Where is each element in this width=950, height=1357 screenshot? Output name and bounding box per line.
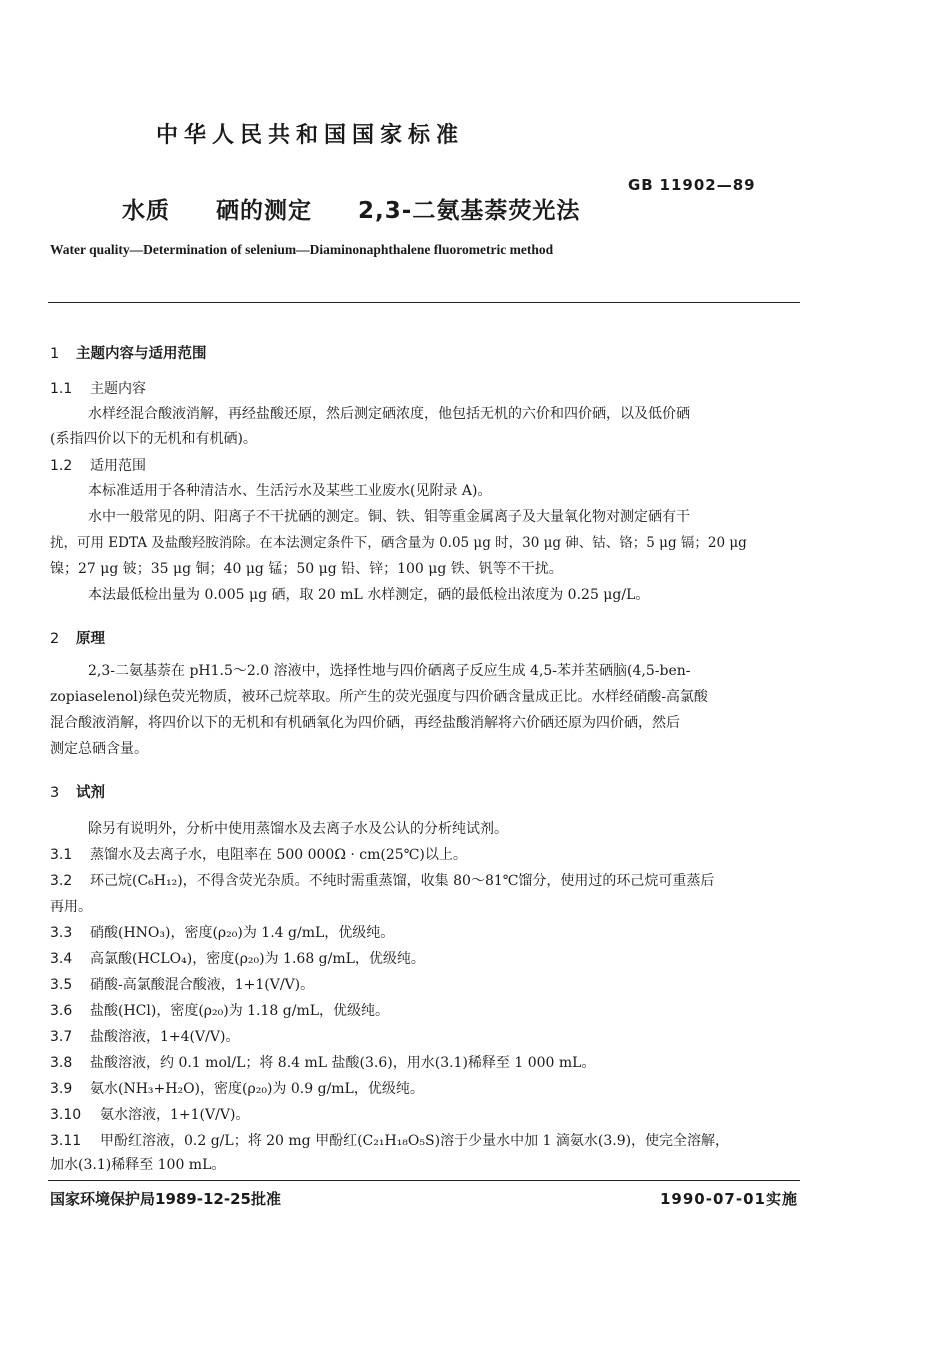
document-title-english: Water quality—Determination of selenium—Diaminonaphthalene fluorometric method bbox=[50, 242, 554, 257]
item-text: 硝酸-高氯酸混合酸液，1+1(V/V)。 bbox=[90, 977, 315, 993]
paragraph-line: 镍；27 μg 铍；35 μg 铜；40 μg 锰；50 μg 铅、锌；100 μg 铁、钒等不干扰。 bbox=[50, 561, 563, 577]
approval-date: 国家环境保护局1989-12-25批准 bbox=[50, 1190, 281, 1208]
list-item bbox=[50, 1132, 729, 1150]
item-text: 环己烷(C₆H₁₂)，不得含荧光杂质。不纯时需重蒸馏，收集 80～81℃馏分，使用过的环己烷可重蒸后 bbox=[90, 873, 715, 889]
paragraph-line: zopiaselenol)绿色荧光物质，被环己烷萃取。所产生的荧光强度与四价硒含量成正比。水样经硝酸-高氯酸 bbox=[50, 689, 708, 705]
subsection-1-2-heading bbox=[50, 457, 146, 475]
list-item bbox=[50, 1054, 595, 1072]
document-title: 水质 硒的测定 2,3-二氨基萘荧光法 bbox=[122, 198, 581, 224]
item-number: 3.1 bbox=[50, 847, 73, 863]
item-number: 3.11 bbox=[50, 1133, 82, 1149]
item-number: 3.6 bbox=[50, 1003, 73, 1019]
section-number: 2 bbox=[50, 631, 60, 647]
section-number: 1 bbox=[50, 346, 60, 362]
paragraph-line: (系指四价以下的无机和有机硒)。 bbox=[50, 431, 257, 447]
item-number: 3.8 bbox=[50, 1055, 73, 1071]
item-number: 3.2 bbox=[50, 873, 73, 889]
paragraph-line: 2,3-二氨基萘在 pH1.5～2.0 溶液中，选择性地与四价硒离子反应生成 4,5-苯并苤硒脑(4,5-ben- bbox=[88, 663, 691, 679]
item-text: 盐酸溶液，约 0.1 mol/L；将 8.4 mL 盐酸(3.6)，用水(3.1)稀释至 1 000 mL。 bbox=[90, 1055, 596, 1071]
gb-prefix: GB bbox=[628, 176, 654, 194]
item-text: 氨水溶液，1+1(V/V)。 bbox=[100, 1107, 250, 1123]
standard-number bbox=[628, 176, 756, 194]
subsection-title: 主题内容 bbox=[90, 381, 146, 397]
item-text: 蒸馏水及去离子水，电阻率在 500 000Ω · cm(25℃)以上。 bbox=[90, 847, 467, 863]
list-item bbox=[50, 1106, 249, 1124]
item-text: 氨水(NH₃+H₂O)，密度(ρ₂₀)为 0.9 g/mL，优级纯。 bbox=[90, 1081, 424, 1097]
paragraph-line: 扰，可用 EDTA 及盐酸羟胺消除。在本法测定条件下，硒含量为 0.05 μg 时，30 μg 砷、钴、铬；5 μg 镉；20 μg bbox=[50, 535, 747, 551]
list-item bbox=[50, 1002, 389, 1020]
paragraph-line: 本法最低检出量为 0.005 μg 硒，取 20 mL 水样测定，硒的最低检出浓度为 0.25 μg/L。 bbox=[88, 587, 650, 603]
subsection-title: 适用范围 bbox=[90, 458, 146, 474]
paragraph-line: 本标准适用于各种清洁水、生活污水及某些工业废水(见附录 A)。 bbox=[88, 483, 492, 499]
section-1-heading bbox=[50, 342, 207, 363]
item-text: 盐酸溶液，1+4(V/V)。 bbox=[90, 1029, 240, 1045]
paragraph-line: 混合酸液消解，将四价以下的无机和有机硒氧化为四价硒，再经盐酸消解将六价硒还原为四价硒，然后 bbox=[50, 715, 680, 731]
implementation-date: 1990-07-01实施 bbox=[660, 1190, 798, 1208]
item-number: 3.4 bbox=[50, 951, 73, 967]
item-text: 甲酚红溶液，0.2 g/L；将 20 mg 甲酚红(C₂₁H₁₈O₅S)溶于少量水中加 1 滴氨水(3.9)，使完全溶解， bbox=[100, 1133, 730, 1149]
standard-organization: 中华人民共和国国家标准 bbox=[155, 123, 464, 148]
section-title: 原理 bbox=[76, 631, 105, 647]
subsection-1-1-heading bbox=[50, 380, 146, 398]
item-text: 盐酸(HCl)，密度(ρ₂₀)为 1.18 g/mL，优级纯。 bbox=[90, 1003, 390, 1019]
list-item bbox=[50, 924, 394, 942]
subsection-number: 1.1 bbox=[50, 381, 73, 397]
list-item bbox=[50, 976, 314, 994]
item-number: 3.3 bbox=[50, 925, 73, 941]
list-item bbox=[50, 872, 714, 890]
header-divider bbox=[48, 302, 800, 303]
subsection-number: 1.2 bbox=[50, 458, 73, 474]
footer-divider bbox=[48, 1180, 800, 1181]
item-number: 3.10 bbox=[50, 1107, 82, 1123]
paragraph-line: 水中一般常见的阴、阳离子不干扰硒的测定。铜、铁、钼等重金属离子及大量氧化物对测定硒有干 bbox=[88, 509, 690, 525]
list-item bbox=[50, 846, 467, 864]
item-number: 3.9 bbox=[50, 1081, 73, 1097]
paragraph-line: 测定总硒含量。 bbox=[50, 741, 148, 757]
item-text: 高氯酸(HCLO₄)，密度(ρ₂₀)为 1.68 g/mL，优级纯。 bbox=[90, 951, 425, 967]
list-item bbox=[50, 1156, 225, 1174]
paragraph-line: 水样经混合酸液消解，再经盐酸还原，然后测定硒浓度，他包括无机的六价和四价硒，以及低价硒 bbox=[88, 406, 690, 422]
list-item bbox=[50, 1080, 424, 1098]
section-title: 主题内容与适用范围 bbox=[76, 346, 207, 362]
item-text: 再用。 bbox=[50, 899, 92, 915]
gb-code: 11902—89 bbox=[659, 176, 756, 194]
section-title: 试剂 bbox=[76, 785, 105, 801]
item-text: 加水(3.1)稀释至 100 mL。 bbox=[50, 1157, 226, 1173]
section-number: 3 bbox=[50, 785, 60, 801]
item-number: 3.5 bbox=[50, 977, 73, 993]
item-text: 硝酸(HNO₃)，密度(ρ₂₀)为 1.4 g/mL，优级纯。 bbox=[90, 925, 395, 941]
list-item bbox=[50, 898, 92, 916]
list-item bbox=[50, 1028, 239, 1046]
section-3-heading bbox=[50, 781, 105, 802]
item-number: 3.7 bbox=[50, 1029, 73, 1045]
list-item bbox=[50, 950, 425, 968]
paragraph-line: 除另有说明外，分析中使用蒸馏水及去离子水及公认的分析纯试剂。 bbox=[88, 821, 508, 837]
section-2-heading bbox=[50, 627, 105, 648]
